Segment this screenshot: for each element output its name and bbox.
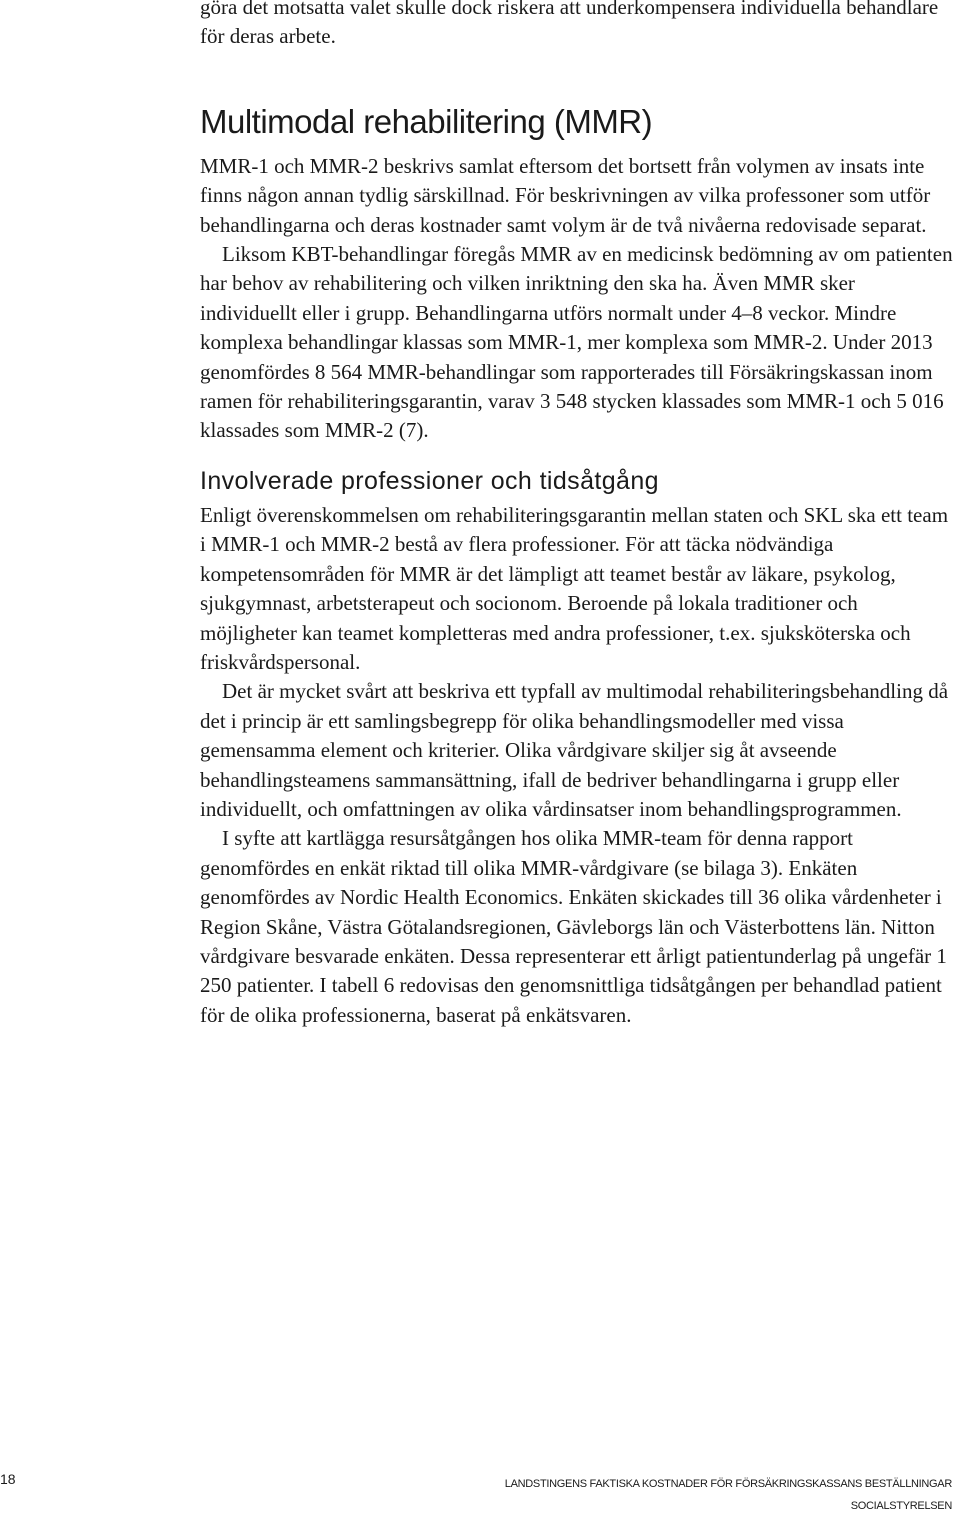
mmr-paragraph-1: MMR-1 och MMR-2 beskrivs samlat eftersom det bortsett från volymen av insats inte finns någon annan tydlig särskillnad. För beskrivningen av vilka professoner som utför behandlingarna och deras kostnader samt volym är de två nivåerna redovisade separat. xyxy=(200,153,931,237)
text-column xyxy=(200,0,955,1030)
professions-paragraph-1: Enligt överenskommelsen om rehabiliteringsgarantin mellan staten och SKL ska ett team i MMR-1 och MMR-2 bestå av flera professioner. För att täcka nödvändiga kompetensområden för MMR är det lämpligt att teamet består av läkare, psykolog, sjukgymnast, arbetsterapeut och socionom. Beroende på lokala traditioner och möjligheter kan teamet kompletteras med andra professioner, t.ex. sjuksköterska och friskvårdspersonal. xyxy=(200,502,949,674)
intro-continuation-paragraph: göra det motsatta valet skulle dock riskera att underkompensera individuella behandlare för deras arbete. xyxy=(200,0,939,49)
section-heading-mmr: Multimodal rehabilitering (MMR) xyxy=(200,102,653,140)
professions-paragraph-2: Det är mycket svårt att beskriva ett typfall av multimodal rehabiliteringsbehandling då det i princip är ett samlingsbegrepp för olika behandlingsmodeller med vissa gemensamma element och kriterier. Olika vårdgivare skiljer sig åt avseende behandlingsteamens sammansättning, ifall de bedriver behandlingarna i grupp eller individuellt, och omfattningen av olika vårdinsatser inom behandlingsprogrammen. xyxy=(200,679,949,821)
section-heading-professions: Involverade professioner och tidsåtgång xyxy=(200,466,659,495)
footer-publisher: SOCIALSTYRELSEN xyxy=(850,1500,952,1512)
page-number: 18 xyxy=(0,1471,16,1487)
professions-paragraph-3: I syfte att kartlägga resursåtgången hos olika MMR-team för denna rapport genomfördes en enkät riktad till olika MMR-vårdgivare (se bilaga 3). Enkäten genomfördes av Nordic Health Economics. Enkäten skickades till 36 olika vårdenheter i Region Skåne, Västra Götalandsregionen, Gävleborgs län och Västerbottens län. Nitton vårdgivare besvarade enkäten. Dessa representerar ett årligt patientunderlag på ungefär 1 250 patienter. I tabell 6 redovisas den genomsnittliga tidsåtgången per behandlad patient för de olika professionerna, baserat på enkätsvaren. xyxy=(200,826,947,1027)
mmr-paragraph-2: Liksom KBT-behandlingar föregås MMR av en medicinsk bedömning av om patienten har behov av rehabilitering och vilken inriktning den ska ha. Även MMR sker individuellt eller i grupp. Behandlingarna utförs normalt under 4–8 veckor. Mindre komplexa behandlingar klassas som MMR-1, mer komplexa som MMR-2. Under 2013 genomfördes 8 564 MMR-behandlingar som rapporterades till Försäkringskassan inom ramen för rehabiliteringsgarantin, varav 3 548 stycken klassades som MMR-1 och 5 016 klassades som MMR-2 (7). xyxy=(200,242,953,443)
running-footer xyxy=(392,1473,952,1517)
footer-report-title: LANDSTINGENS FAKTISKA KOSTNADER FÖR FÖRSÄKRINGSKASSANS BESTÄLLNINGAR xyxy=(504,1478,952,1490)
